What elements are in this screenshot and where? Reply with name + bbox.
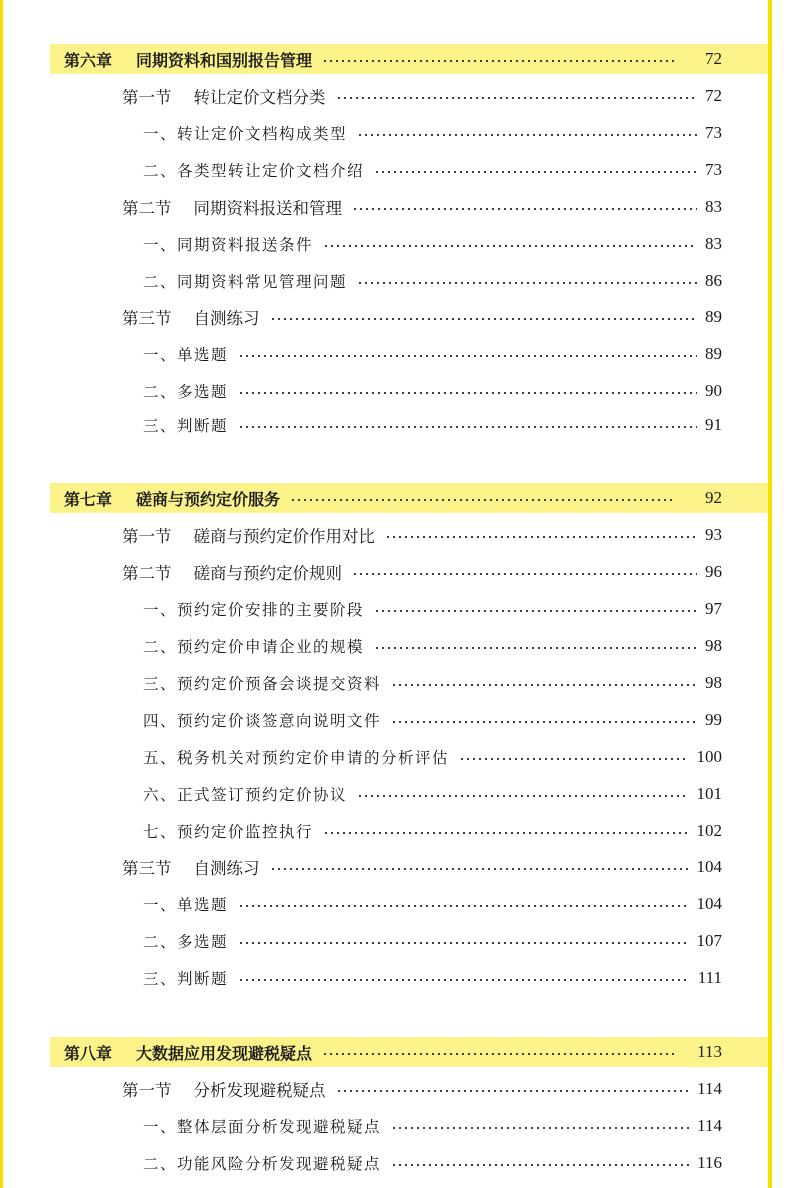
- page-number: 99: [705, 710, 722, 729]
- page-number: 113: [697, 1042, 722, 1061]
- toc-section-row[interactable]: [122, 557, 722, 587]
- entry-number: 第二节: [122, 564, 172, 583]
- dot-leader: [270, 868, 689, 870]
- dot-leader: [290, 499, 676, 501]
- entry-title: 同期资料和国别报告管理: [136, 50, 313, 70]
- entry-title: 六、正式签订预约定价协议: [143, 786, 348, 804]
- page-number: 83: [705, 197, 722, 216]
- toc-item-row[interactable]: [143, 631, 722, 661]
- toc-item-row[interactable]: [143, 594, 722, 624]
- entry-number: 第三节: [122, 859, 172, 878]
- entry-title: 二、预约定价申请企业的规模: [143, 638, 365, 656]
- dot-leader: [238, 905, 688, 907]
- toc-section-row[interactable]: [122, 81, 722, 111]
- toc-item-row[interactable]: [143, 889, 722, 919]
- entry-title: 一、单选题: [143, 346, 229, 364]
- toc-section-row[interactable]: [122, 852, 722, 882]
- entry-number: 第一节: [122, 88, 172, 107]
- toc-section-row[interactable]: [122, 192, 722, 222]
- toc-chapter-row[interactable]: [50, 483, 768, 513]
- page-number: 114: [697, 1116, 722, 1135]
- entry-title: 自测练习: [193, 859, 260, 878]
- page-number: 102: [696, 821, 722, 840]
- toc-item-row[interactable]: [143, 963, 722, 993]
- entry-title: 同期资料报送和管理: [193, 199, 342, 218]
- entry-number: 第七章: [64, 489, 113, 509]
- toc-item-row[interactable]: [143, 779, 722, 809]
- dot-leader: [357, 134, 697, 136]
- dot-leader: [322, 1053, 676, 1055]
- toc-item-row[interactable]: [143, 229, 722, 259]
- page-number: 101: [696, 784, 722, 803]
- toc-item-row[interactable]: [143, 410, 722, 440]
- toc-item-row[interactable]: [143, 705, 722, 735]
- dot-leader: [322, 60, 676, 62]
- toc-item-row[interactable]: [143, 266, 722, 296]
- dot-leader: [238, 355, 697, 357]
- dot-leader: [374, 171, 697, 173]
- page-number: 91: [705, 415, 722, 434]
- toc-chapter-row[interactable]: [50, 44, 768, 74]
- page-number: 114: [697, 1079, 722, 1098]
- entry-title: 大数据应用发现避税疑点: [136, 1043, 313, 1063]
- dot-leader: [391, 684, 697, 686]
- toc-section-row[interactable]: [122, 1074, 722, 1104]
- entry-title: 一、转让定价文档构成类型: [143, 125, 348, 143]
- page-number: 93: [705, 525, 722, 544]
- toc-item-row[interactable]: [143, 376, 722, 406]
- dot-leader: [374, 647, 697, 649]
- entry-number: 第一节: [122, 1081, 172, 1100]
- dot-leader: [238, 392, 697, 394]
- toc-section-row[interactable]: [122, 302, 722, 332]
- dot-leader: [238, 426, 697, 428]
- entry-number: 第二节: [122, 199, 172, 218]
- page-number: 73: [705, 123, 722, 142]
- page-number: 86: [705, 271, 722, 290]
- entry-title: 七、预约定价监控执行: [143, 823, 314, 841]
- dot-leader: [323, 832, 688, 834]
- entry-title: 二、多选题: [143, 383, 229, 401]
- entry-number: 第一节: [122, 527, 172, 546]
- page-number: 98: [705, 673, 722, 692]
- page-number: 73: [705, 160, 722, 179]
- entry-title: 分析发现避税疑点: [193, 1081, 326, 1100]
- page-number: 89: [705, 307, 722, 326]
- toc-item-row[interactable]: [143, 1111, 722, 1141]
- dot-leader: [357, 282, 697, 284]
- entry-title: 磋商与预约定价规则: [193, 564, 342, 583]
- page-number: 100: [696, 747, 722, 766]
- entry-title: 一、整体层面分析发现避税疑点: [143, 1118, 382, 1136]
- entry-title: 一、预约定价安排的主要阶段: [143, 601, 365, 619]
- entry-title: 二、功能风险分析发现避税疑点: [143, 1155, 382, 1173]
- toc-item-row[interactable]: [143, 926, 722, 956]
- dot-leader: [357, 795, 688, 797]
- dot-leader: [336, 1090, 690, 1092]
- page-number: 116: [697, 1153, 722, 1172]
- page-number: 104: [696, 857, 722, 876]
- page-number: 83: [705, 234, 722, 253]
- page-number: 98: [705, 636, 722, 655]
- entry-number: 第八章: [64, 1043, 113, 1063]
- dot-leader: [459, 758, 688, 760]
- entry-title: 磋商与预约定价作用对比: [193, 527, 375, 546]
- entry-title: 二、各类型转让定价文档介绍: [143, 162, 365, 180]
- toc-item-row[interactable]: [143, 816, 722, 846]
- entry-title: 磋商与预约定价服务: [136, 489, 281, 509]
- dot-leader: [391, 1127, 689, 1129]
- toc-item-row[interactable]: [143, 742, 722, 772]
- entry-title: 自测练习: [193, 309, 260, 328]
- dot-leader: [385, 536, 697, 538]
- dot-leader: [352, 208, 697, 210]
- toc-item-row[interactable]: [143, 155, 722, 185]
- toc-item-row[interactable]: [143, 339, 722, 369]
- dot-leader: [352, 573, 697, 575]
- toc-chapter-row[interactable]: [50, 1037, 768, 1067]
- entry-number: 第六章: [64, 50, 113, 70]
- page-number: 107: [696, 931, 722, 950]
- entry-title: 转让定价文档分类: [193, 88, 326, 107]
- dot-leader: [238, 979, 690, 981]
- page-number: 96: [705, 562, 722, 581]
- entry-number: 第三节: [122, 309, 172, 328]
- entry-title: 四、预约定价谈签意向说明文件: [143, 712, 382, 730]
- page-number: 89: [705, 344, 722, 363]
- entry-title: 三、判断题: [143, 417, 229, 435]
- entry-title: 一、同期资料报送条件: [143, 236, 314, 254]
- page-number: 111: [697, 968, 722, 987]
- entry-title: 二、同期资料常见管理问题: [143, 273, 348, 291]
- page-number: 90: [705, 381, 722, 400]
- page-number: 104: [696, 894, 722, 913]
- dot-leader: [323, 245, 697, 247]
- toc-item-row[interactable]: [143, 1148, 722, 1178]
- page-number: 97: [705, 599, 722, 618]
- entry-title: 三、预约定价预备会谈提交资料: [143, 675, 382, 693]
- entry-title: 二、多选题: [143, 933, 229, 951]
- entry-title: 三、判断题: [143, 970, 229, 988]
- dot-leader: [238, 942, 688, 944]
- toc-item-row[interactable]: [143, 668, 722, 698]
- entry-title: 五、税务机关对预约定价申请的分析评估: [143, 749, 450, 767]
- dot-leader: [374, 610, 697, 612]
- dot-leader: [391, 1164, 689, 1166]
- dot-leader: [391, 721, 697, 723]
- page-number: 72: [705, 86, 722, 105]
- entry-title: 一、单选题: [143, 896, 229, 914]
- page-number: 92: [705, 488, 722, 507]
- toc-item-row[interactable]: [143, 118, 722, 148]
- dot-leader: [270, 318, 698, 320]
- dot-leader: [336, 97, 698, 99]
- toc-section-row[interactable]: [122, 520, 722, 550]
- page-number: 72: [705, 49, 722, 68]
